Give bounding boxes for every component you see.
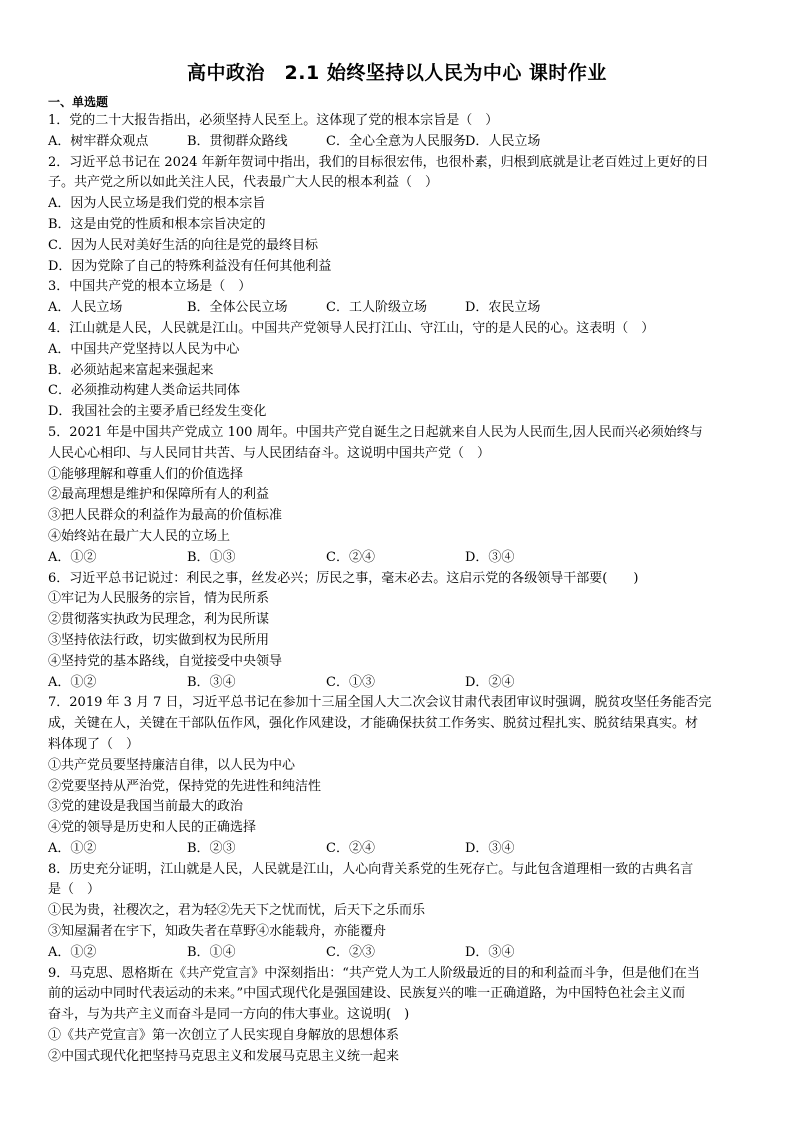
text-line: D．因为党除了自己的特殊利益没有任何其他利益: [48, 258, 332, 274]
text-line: 8．历史充分证明，江山就是人民，人民就是江山，人心向背关系党的生死存亡。与此包含道理相一致的古典名言: [48, 861, 694, 877]
text-line: C．必须推动构建人类命运共同体: [48, 383, 240, 399]
answer-option: D．③④: [465, 944, 515, 960]
text-line: ①民为贵，社稷次之，君为轻②先天下之忧而忧，后天下之乐而乐: [48, 903, 426, 919]
text-line: ③知屋漏者在宇下，知政失者在草野④水能载舟，亦能覆舟: [48, 924, 387, 940]
text-line: ③党的建设是我国当前最大的政治: [48, 799, 244, 815]
text-line: ①共产党员要坚持廉洁自律，以人民为中心: [48, 757, 296, 773]
text-line: 7．2019 年 3 月 7 日，习近平总书记在参加十三届全国人大二次会议甘肃代表团审议时强调，脱贫攻坚任务能否完: [48, 695, 712, 711]
section-heading: 一、单选题: [48, 95, 109, 109]
answer-option: D．农民立场: [465, 300, 541, 316]
answer-option: C．①③: [326, 674, 375, 690]
text-line: C．因为人民对美好生活的向往是党的最终目标: [48, 237, 318, 253]
text-line: A．中国共产党坚持以人民为中心: [48, 341, 240, 357]
answer-option: A．树牢群众观点: [48, 133, 149, 149]
text-line: 奋斗，与为共产主义而奋斗是同一方向的伟大事业。这说明( ): [48, 1007, 410, 1023]
text-line: ②中国式现代化把坚持马克思主义和发展马克思主义统一起来: [48, 1048, 400, 1064]
text-line: B．必须站起来富起来强起来: [48, 362, 214, 378]
text-line: ④始终站在最广大人民的立场上: [48, 528, 231, 544]
answer-options-row: [48, 673, 758, 694]
answer-option: C．②④: [326, 549, 375, 565]
text-line: ③坚持依法行政，切实做到权为民所用: [48, 632, 270, 648]
answer-option: C．工人阶级立场: [326, 300, 427, 316]
answer-option: A．人民立场: [48, 300, 123, 316]
page-title: 高中政治 2.1 始终坚持以人民为中心 课时作业: [187, 62, 607, 84]
answer-option: B．③④: [187, 674, 236, 690]
text-line: 子。共产党之所以如此关注人民，代表最广大人民的根本利益（ ）: [48, 175, 439, 191]
text-line: 4．江山就是人民，人民就是江山。中国共产党领导人民打江山、守江山，守的是人民的心。这表明（ ）: [48, 320, 655, 336]
answer-options-row: [48, 839, 758, 860]
answer-option: D．人民立场: [465, 133, 541, 149]
text-line: A．因为人民立场是我们党的根本宗旨: [48, 196, 266, 212]
answer-options-row: [48, 132, 758, 153]
answer-option: C．②④: [326, 840, 375, 856]
answer-option: B．贯彻群众路线: [187, 133, 288, 149]
answer-option: C．全心全意为人民服务: [326, 133, 466, 149]
text-line: ③把人民群众的利益作为最高的价值标准: [48, 508, 283, 524]
text-line: ①《共产党宣言》第一次创立了人民实现自身解放的思想体系: [48, 1028, 400, 1044]
answer-option: D．③④: [465, 840, 515, 856]
text-line: 成，关键在人，关键在干部队伍作风，强化作风建设，才能确保扶贫工作务实、脱贫过程扎实、脱贫结果真实。材: [48, 716, 699, 732]
answer-option: B．全体公民立场: [187, 300, 288, 316]
text-line: ②贯彻落实执政为民理念，利为民所谋: [48, 612, 270, 628]
answer-options-row: [48, 548, 758, 569]
text-line: D．我国社会的主要矛盾已经发生变化: [48, 404, 267, 420]
answer-option: B．①④: [187, 944, 236, 960]
text-line: 是（ ）: [48, 882, 101, 898]
text-line: 9．马克思、恩格斯在《共产党宣言》中深刻指出：“共产党人为工人阶级最近的目的和利益而斗争，但是他们在当: [48, 965, 700, 981]
answer-option: D．③④: [465, 549, 515, 565]
answer-option: A．①②: [48, 549, 97, 565]
answer-option: B．①③: [187, 549, 236, 565]
text-line: 1．党的二十大报告指出，必须坚持人民至上。这体现了党的根本宗旨是（ ）: [48, 113, 499, 128]
text-line: 2．习近平总书记在 2024 年新年贺词中指出，我们的目标很宏伟，也很朴素，归根到底就是让老百姓过上更好的日: [48, 154, 709, 170]
answer-options-row: [48, 298, 758, 319]
answer-options-row: [48, 943, 758, 964]
answer-option: A．①②: [48, 944, 97, 960]
text-line: ②最高理想是维护和保障所有人的利益: [48, 487, 270, 503]
text-line: ④党的领导是历史和人民的正确选择: [48, 820, 257, 836]
text-line: B．这是由党的性质和根本宗旨决定的: [48, 216, 266, 232]
text-line: ④坚持党的基本路线，自觉接受中央领导: [48, 653, 283, 669]
text-line: ②党要坚持从严治党，保持党的先进性和纯洁性: [48, 778, 322, 794]
answer-option: A．①②: [48, 674, 97, 690]
text-line: 人民心心相印、与人民同甘共苦、与人民团结奋斗。这说明中国共产党（ ）: [48, 445, 491, 461]
answer-option: D．②④: [465, 674, 515, 690]
text-line: 3．中国共产党的根本立场是（ ）: [48, 279, 252, 295]
answer-option: B．②③: [187, 840, 236, 856]
text-line: ①牢记为人民服务的宗旨，情为民所系: [48, 591, 270, 607]
answer-option: A．①②: [48, 840, 97, 856]
answer-option: C．②③: [326, 944, 375, 960]
text-line: 5．2021 年是中国共产党成立 100 周年。中国共产党自诞生之日起就来自人民为人民而生,因人民而兴必须始终与: [48, 424, 703, 440]
text-line: 料体现了（ ）: [48, 736, 140, 752]
text-line: 前的运动中同时代表运动的未来。”中国式现代化是强国建设、民族复兴的唯一正确道路，为中国特色社会主义而: [48, 986, 686, 1002]
text-line: 6．习近平总书记说过：利民之事，丝发必兴；厉民之事，毫末必去。这启示党的各级领导干部要( ): [48, 570, 639, 586]
question-list: [48, 111, 758, 1068]
text-line: ①能够理解和尊重人们的价值选择: [48, 466, 244, 482]
